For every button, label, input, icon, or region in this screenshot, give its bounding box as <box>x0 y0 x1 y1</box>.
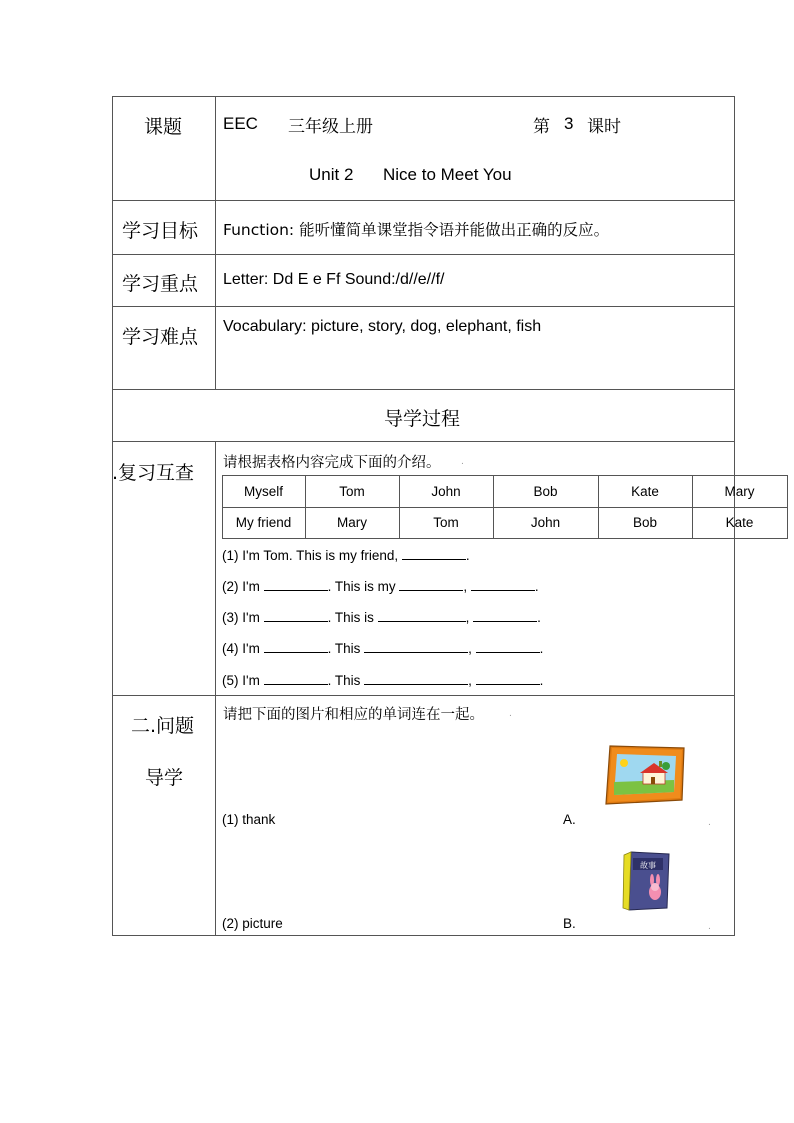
question-instruction: 请把下面的图片和相应的单词连在一起。 <box>223 707 484 723</box>
format-mark: . <box>708 922 711 932</box>
unit-number: Unit 2 <box>309 165 354 184</box>
sentence-text: . <box>537 610 541 625</box>
table-border <box>787 475 788 539</box>
table-cell: Kate <box>631 483 659 499</box>
sentence-text: I'm <box>242 673 260 688</box>
story-book-image[interactable] <box>621 850 673 912</box>
table-cell: Myself <box>243 483 283 499</box>
sentence-text: . <box>534 579 539 594</box>
sentence-text: . This <box>327 673 361 688</box>
row-divider <box>112 389 735 390</box>
table-cell: Tom <box>433 515 459 530</box>
answer-blank[interactable] <box>264 578 328 591</box>
question-label-2: 导学 <box>145 767 184 789</box>
difficulty-text: Vocabulary: picture, story, dog, elephant, fish <box>223 318 542 335</box>
answer-blank[interactable] <box>378 609 466 622</box>
sentence-text: . <box>539 641 544 656</box>
difficulty-label: 学习难点 <box>122 326 199 348</box>
answer-blank[interactable] <box>264 609 328 622</box>
review-instruction: 请根据表格内容完成下面的介绍。 <box>223 455 441 471</box>
course-name: EEC <box>223 114 258 133</box>
sentence-text: , <box>468 673 472 688</box>
sentence-text: I'm <box>242 641 260 656</box>
answer-blank[interactable] <box>364 640 468 653</box>
sentence-text: . <box>539 673 544 688</box>
names-table <box>222 475 788 539</box>
sentence-number: (1) <box>222 548 239 563</box>
sentence-2 <box>222 578 539 594</box>
row-divider <box>112 441 735 442</box>
lesson-number: 3 <box>564 114 574 133</box>
row-divider <box>112 254 735 255</box>
sentence-3 <box>222 609 541 625</box>
table-cell: Kate <box>725 515 754 530</box>
match-word-1: (1) thank <box>222 812 276 827</box>
sentence-text: . This is my <box>327 579 396 594</box>
sentence-text: . <box>465 548 470 563</box>
question-label: 二.问题 <box>131 715 195 737</box>
book-title: 故事 <box>640 861 656 870</box>
process-title: 导学过程 <box>384 408 461 430</box>
row-divider <box>112 200 735 201</box>
table-cell: Tom <box>339 483 365 499</box>
border-bottom <box>112 935 735 936</box>
border-left <box>112 96 113 936</box>
lesson-suffix: 课时 <box>587 117 621 137</box>
sentence-number: (4) <box>222 641 239 656</box>
sentence-text: . This is <box>327 610 374 625</box>
border-top <box>112 96 735 97</box>
answer-blank[interactable] <box>402 547 466 560</box>
table-cell: Mary <box>337 515 367 530</box>
format-mark: . <box>461 457 464 467</box>
answer-blank[interactable] <box>399 578 463 591</box>
grade-text: 三年级上册 <box>288 117 373 137</box>
review-label: .复习互查 <box>112 462 195 484</box>
answer-blank[interactable] <box>471 578 535 591</box>
objective-text: Function: 能听懂简单课堂指令语并能做出正确的反应。 <box>223 221 610 239</box>
table-cell: Bob <box>533 483 558 499</box>
column-divider <box>215 96 216 389</box>
format-mark: . <box>509 709 512 719</box>
sentence-text: . This <box>327 641 361 656</box>
sentence-5 <box>222 672 543 688</box>
answer-blank[interactable] <box>364 672 468 685</box>
sentence-text: , <box>468 641 472 656</box>
sentence-number: (2) <box>222 579 239 594</box>
table-cell: My friend <box>235 515 292 530</box>
sentence-text: I'm <box>242 579 260 594</box>
column-divider <box>215 441 216 936</box>
format-mark: . <box>708 818 711 828</box>
sentence-text: I'm <box>242 610 260 625</box>
match-letter-b: B. <box>563 916 576 931</box>
lesson-prefix: 第 <box>533 117 550 137</box>
match-word-2: (2) picture <box>222 916 283 931</box>
table-border <box>222 538 788 539</box>
answer-blank[interactable] <box>264 640 328 653</box>
sentence-number: (3) <box>222 610 239 625</box>
objective-label: 学习目标 <box>122 220 199 242</box>
answer-blank[interactable] <box>264 672 328 685</box>
sentence-text: , <box>463 579 468 594</box>
match-letter-a: A. <box>563 812 576 827</box>
picture-frame-image[interactable] <box>604 744 686 806</box>
sentence-4 <box>222 640 543 656</box>
row-divider <box>112 695 735 696</box>
sentence-text: , <box>465 610 470 625</box>
focus-label: 学习重点 <box>122 273 199 295</box>
answer-blank[interactable] <box>476 672 540 685</box>
sentence-text: I'm Tom. This is my friend, <box>242 548 399 563</box>
sentence-number: (5) <box>222 673 239 688</box>
unit-title: Nice to Meet You <box>383 165 512 184</box>
table-cell: John <box>530 515 561 530</box>
focus-text: Letter: Dd E e Ff Sound:/d//e//f/ <box>223 271 445 288</box>
header-label: 课题 <box>144 116 183 138</box>
answer-blank[interactable] <box>473 609 537 622</box>
table-cell: John <box>431 483 461 499</box>
row-divider <box>112 306 735 307</box>
answer-blank[interactable] <box>476 640 540 653</box>
table-cell: Mary <box>724 483 755 499</box>
table-cell: Bob <box>632 515 658 530</box>
sentence-1 <box>222 547 470 563</box>
